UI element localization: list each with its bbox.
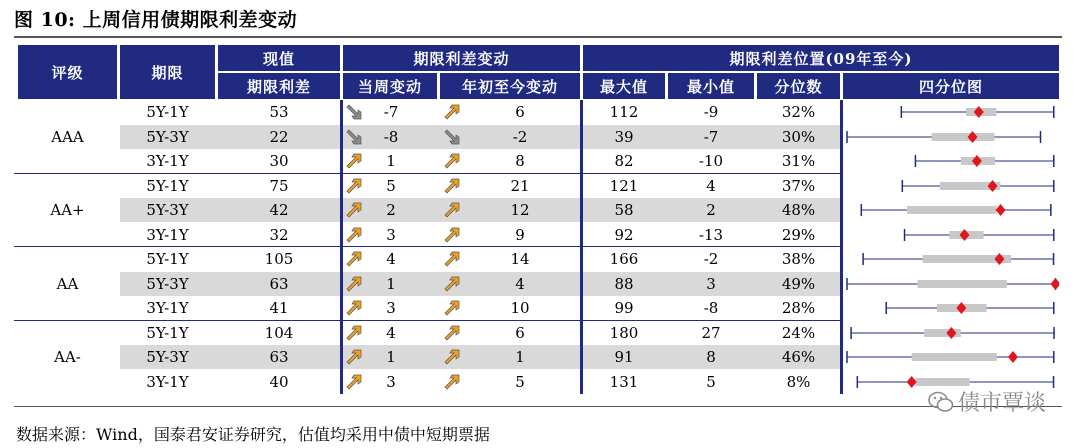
percentile-cell: 48% bbox=[781, 201, 816, 219]
percentile-cell: 24% bbox=[781, 323, 816, 342]
current-value-marker bbox=[996, 204, 1006, 216]
ytd-change-cell: 6 bbox=[515, 103, 525, 121]
term-cell: 3Y-1Y bbox=[146, 299, 189, 317]
arrow-up-right-icon bbox=[443, 348, 461, 366]
current-value-marker bbox=[974, 106, 984, 118]
quartile-plot bbox=[844, 272, 1059, 296]
arrow-up-right-icon bbox=[345, 324, 363, 342]
header-change-group: 期限利差变动 bbox=[343, 45, 580, 71]
arrow-up-right-icon bbox=[345, 275, 363, 293]
arrow-up-right-icon bbox=[443, 201, 461, 219]
weekly-change-cell: 1 bbox=[386, 274, 396, 293]
header-rating: 评级 bbox=[18, 45, 117, 99]
current-value-marker bbox=[994, 253, 1004, 265]
max-cell: 166 bbox=[609, 250, 639, 268]
figure-title: 图 10: 上周信用债期限利差变动 bbox=[14, 9, 298, 31]
header-quartile: 四分位图 bbox=[843, 73, 1059, 99]
term-cell: 3Y-1Y bbox=[146, 372, 189, 391]
current-spread-cell: 40 bbox=[269, 372, 289, 391]
header-percentile: 分位数 bbox=[757, 73, 840, 99]
current-spread-cell: 105 bbox=[264, 250, 294, 268]
quartile-plot bbox=[844, 321, 1059, 345]
arrow-up-right-icon bbox=[345, 177, 363, 195]
current-value-marker bbox=[1008, 351, 1018, 363]
rating-label: AA bbox=[56, 274, 79, 293]
current-spread-cell: 104 bbox=[264, 323, 294, 342]
max-cell: 92 bbox=[614, 225, 634, 244]
current-value-marker bbox=[946, 327, 956, 339]
header-term: 期限 bbox=[120, 45, 215, 99]
term-cell: 5Y-3Y bbox=[146, 348, 189, 366]
term-cell: 5Y-1Y bbox=[146, 103, 189, 121]
header-weekly-change: 当周变动 bbox=[343, 73, 437, 99]
current-spread-cell: 42 bbox=[269, 201, 289, 219]
current-spread-cell: 41 bbox=[269, 299, 289, 317]
arrow-up-right-icon bbox=[345, 250, 363, 268]
ytd-change-cell: 4 bbox=[515, 274, 525, 293]
current-value-marker bbox=[968, 131, 978, 143]
current-value-marker bbox=[972, 155, 982, 167]
percentile-cell: 31% bbox=[781, 152, 816, 170]
quartile-plot bbox=[844, 125, 1059, 149]
weekly-change-cell: 3 bbox=[386, 299, 396, 317]
percentile-cell: 49% bbox=[781, 274, 816, 293]
weekly-change-cell: -7 bbox=[383, 103, 399, 121]
weekly-change-cell: -8 bbox=[383, 127, 399, 146]
sep-after-current bbox=[340, 100, 343, 394]
max-cell: 180 bbox=[609, 323, 639, 342]
min-cell: 8 bbox=[706, 348, 716, 366]
current-spread-cell: 63 bbox=[269, 348, 289, 366]
min-cell: 27 bbox=[701, 323, 721, 342]
header-max: 最大值 bbox=[583, 73, 665, 99]
min-cell: 5 bbox=[706, 372, 716, 391]
term-cell: 5Y-3Y bbox=[146, 274, 189, 293]
current-spread-cell: 22 bbox=[269, 127, 289, 146]
percentile-cell: 38% bbox=[781, 250, 816, 268]
min-cell: -9 bbox=[703, 103, 719, 121]
arrow-up-right-icon bbox=[443, 373, 461, 391]
quartile-plot bbox=[844, 100, 1059, 124]
quartile-plot bbox=[844, 223, 1059, 247]
max-cell: 82 bbox=[614, 152, 634, 170]
term-cell: 5Y-3Y bbox=[146, 201, 189, 219]
header-position-group: 期限利差位置(09年至今) bbox=[583, 45, 1059, 71]
rating-label: AA+ bbox=[50, 201, 85, 219]
arrow-up-right-icon bbox=[443, 299, 461, 317]
current-spread-cell: 30 bbox=[269, 152, 289, 170]
current-spread-cell: 32 bbox=[269, 225, 289, 244]
max-cell: 112 bbox=[609, 103, 639, 121]
arrow-down-right-icon bbox=[345, 128, 363, 146]
current-value-marker bbox=[988, 180, 998, 192]
max-cell: 131 bbox=[609, 372, 639, 391]
weekly-change-cell: 1 bbox=[386, 152, 396, 170]
percentile-cell: 46% bbox=[781, 348, 816, 366]
quartile-plot bbox=[844, 345, 1059, 369]
weekly-change-cell: 3 bbox=[386, 372, 396, 391]
header-current-sub: 期限利差 bbox=[218, 73, 340, 99]
ytd-change-cell: -2 bbox=[512, 127, 528, 146]
header-ytd-change: 年初至今变动 bbox=[440, 73, 580, 99]
interquartile-box bbox=[918, 280, 1007, 288]
weekly-change-cell: 4 bbox=[386, 323, 396, 342]
watermark-text: 债市覃谈 bbox=[957, 391, 1046, 416]
arrow-up-right-icon bbox=[443, 250, 461, 268]
percentile-cell: 32% bbox=[781, 103, 816, 121]
current-value-marker bbox=[907, 376, 917, 388]
quartile-plot bbox=[844, 149, 1059, 173]
max-cell: 121 bbox=[609, 176, 639, 195]
ytd-change-cell: 9 bbox=[515, 225, 525, 244]
rating-label: AAA bbox=[51, 127, 84, 146]
arrow-up-right-icon bbox=[345, 299, 363, 317]
term-cell: 5Y-1Y bbox=[146, 176, 189, 195]
min-cell: 4 bbox=[706, 176, 716, 195]
min-cell: -8 bbox=[703, 299, 719, 317]
min-cell: 2 bbox=[706, 201, 716, 219]
current-value-marker bbox=[1050, 278, 1059, 290]
arrow-up-right-icon bbox=[345, 152, 363, 170]
arrow-up-right-icon bbox=[443, 177, 461, 195]
sep-after-change bbox=[580, 100, 583, 394]
arrow-up-right-icon bbox=[443, 324, 461, 342]
ytd-change-cell: 8 bbox=[515, 152, 525, 170]
ytd-change-cell: 14 bbox=[510, 250, 530, 268]
bottom-rule bbox=[14, 406, 1062, 407]
ytd-change-cell: 1 bbox=[515, 348, 525, 366]
term-cell: 3Y-1Y bbox=[146, 152, 189, 170]
watermark bbox=[928, 386, 1046, 417]
arrow-up-right-icon bbox=[345, 348, 363, 366]
current-value-marker bbox=[959, 229, 969, 241]
ytd-change-cell: 5 bbox=[515, 372, 525, 391]
weekly-change-cell: 2 bbox=[386, 201, 396, 219]
arrow-up-right-icon bbox=[345, 226, 363, 244]
ytd-change-cell: 12 bbox=[510, 201, 530, 219]
ytd-change-cell: 21 bbox=[510, 176, 530, 195]
arrow-up-right-icon bbox=[443, 275, 461, 293]
current-value-marker bbox=[956, 302, 966, 314]
arrow-up-right-icon bbox=[443, 152, 461, 170]
percentile-cell: 29% bbox=[781, 225, 816, 244]
interquartile-box bbox=[912, 353, 997, 361]
header-min: 最小值 bbox=[668, 73, 754, 99]
min-cell: -7 bbox=[703, 127, 719, 146]
weekly-change-cell: 1 bbox=[386, 348, 396, 366]
wechat-icon bbox=[928, 391, 954, 413]
max-cell: 88 bbox=[614, 274, 634, 293]
arrow-down-right-icon bbox=[443, 128, 461, 146]
weekly-change-cell: 3 bbox=[386, 225, 396, 244]
term-cell: 3Y-1Y bbox=[146, 225, 189, 244]
arrow-up-right-icon bbox=[443, 103, 461, 121]
min-cell: -10 bbox=[698, 152, 724, 170]
current-spread-cell: 75 bbox=[269, 176, 289, 195]
top-rule bbox=[14, 36, 1062, 38]
quartile-plot bbox=[844, 247, 1059, 271]
arrow-up-right-icon bbox=[345, 201, 363, 219]
min-cell: 3 bbox=[706, 274, 716, 293]
percentile-cell: 37% bbox=[781, 176, 816, 195]
arrow-up-right-icon bbox=[345, 373, 363, 391]
term-cell: 5Y-1Y bbox=[146, 250, 189, 268]
max-cell: 99 bbox=[614, 299, 634, 317]
quartile-plot bbox=[844, 174, 1059, 198]
weekly-change-cell: 4 bbox=[386, 250, 396, 268]
term-cell: 5Y-1Y bbox=[146, 323, 189, 342]
min-cell: -2 bbox=[703, 250, 719, 268]
max-cell: 91 bbox=[614, 348, 634, 366]
percentile-cell: 8% bbox=[786, 372, 811, 391]
min-cell: -13 bbox=[698, 225, 724, 244]
current-spread-cell: 63 bbox=[269, 274, 289, 293]
max-cell: 39 bbox=[614, 127, 634, 146]
interquartile-box bbox=[932, 133, 995, 141]
arrow-down-right-icon bbox=[345, 103, 363, 121]
interquartile-box bbox=[915, 378, 969, 386]
percentile-cell: 28% bbox=[781, 299, 816, 317]
max-cell: 58 bbox=[614, 201, 634, 219]
source-note: 数据来源：Wind，国泰君安证券研究，估值均采用中债中短期票据 bbox=[16, 425, 490, 444]
weekly-change-cell: 5 bbox=[386, 176, 396, 195]
quartile-plot bbox=[844, 296, 1059, 320]
header-current: 现值 bbox=[218, 45, 340, 71]
percentile-cell: 30% bbox=[781, 127, 816, 146]
ytd-change-cell: 6 bbox=[515, 323, 525, 342]
interquartile-box bbox=[907, 206, 996, 214]
quartile-plot bbox=[844, 198, 1059, 222]
current-spread-cell: 53 bbox=[269, 103, 289, 121]
term-cell: 5Y-3Y bbox=[146, 127, 189, 146]
rating-label: AA- bbox=[54, 348, 81, 366]
sep-before-quartile bbox=[840, 100, 843, 394]
ytd-change-cell: 10 bbox=[510, 299, 530, 317]
arrow-up-right-icon bbox=[443, 226, 461, 244]
